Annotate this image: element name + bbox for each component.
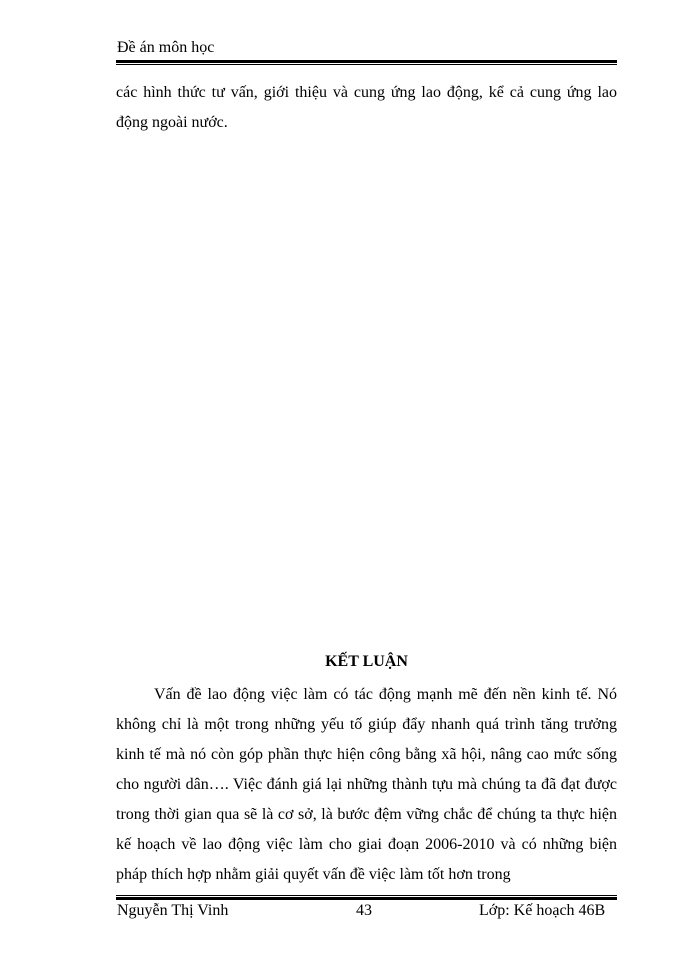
- header-divider: [116, 60, 617, 65]
- footer-page-number: 43: [356, 902, 372, 919]
- footer-class: Lớp: Kế hoạch 46B: [479, 902, 606, 919]
- conclusion-heading: KẾT LUẬN: [325, 653, 408, 670]
- footer-divider: [116, 895, 617, 900]
- conclusion-paragraph: Vấn đề lao động việc làm có tác động mạnh mẽ đến nền kinh tế. Nó không chỉ là một trong những yếu tố giúp đẩy nhanh quá trình tăng trưởng kinh tế mà nó còn góp phần thực hiện công bằng xã hội, nâng cao mức sống cho người dân…. Việc đánh giá lại những thành tựu mà chúng ta đã đạt được trong thời gian qua sẽ là cơ sở, là bước đệm vững chắc để chúng ta thực hiện kế hoạch về lao động việc làm cho giai đoạn 2006-2010 và có những biện pháp thích hợp nhằm giải quyết vấn đề việc làm tốt hơn trong: [116, 686, 617, 883]
- header-title: Đề án môn học: [117, 39, 215, 56]
- body-continuation-paragraph: các hình thức tư vấn, giới thiệu và cung ứng lao động, kể cả cung ứng lao động ngoài nước.: [116, 84, 617, 131]
- footer-author: Nguyễn Thị Vinh: [117, 902, 229, 919]
